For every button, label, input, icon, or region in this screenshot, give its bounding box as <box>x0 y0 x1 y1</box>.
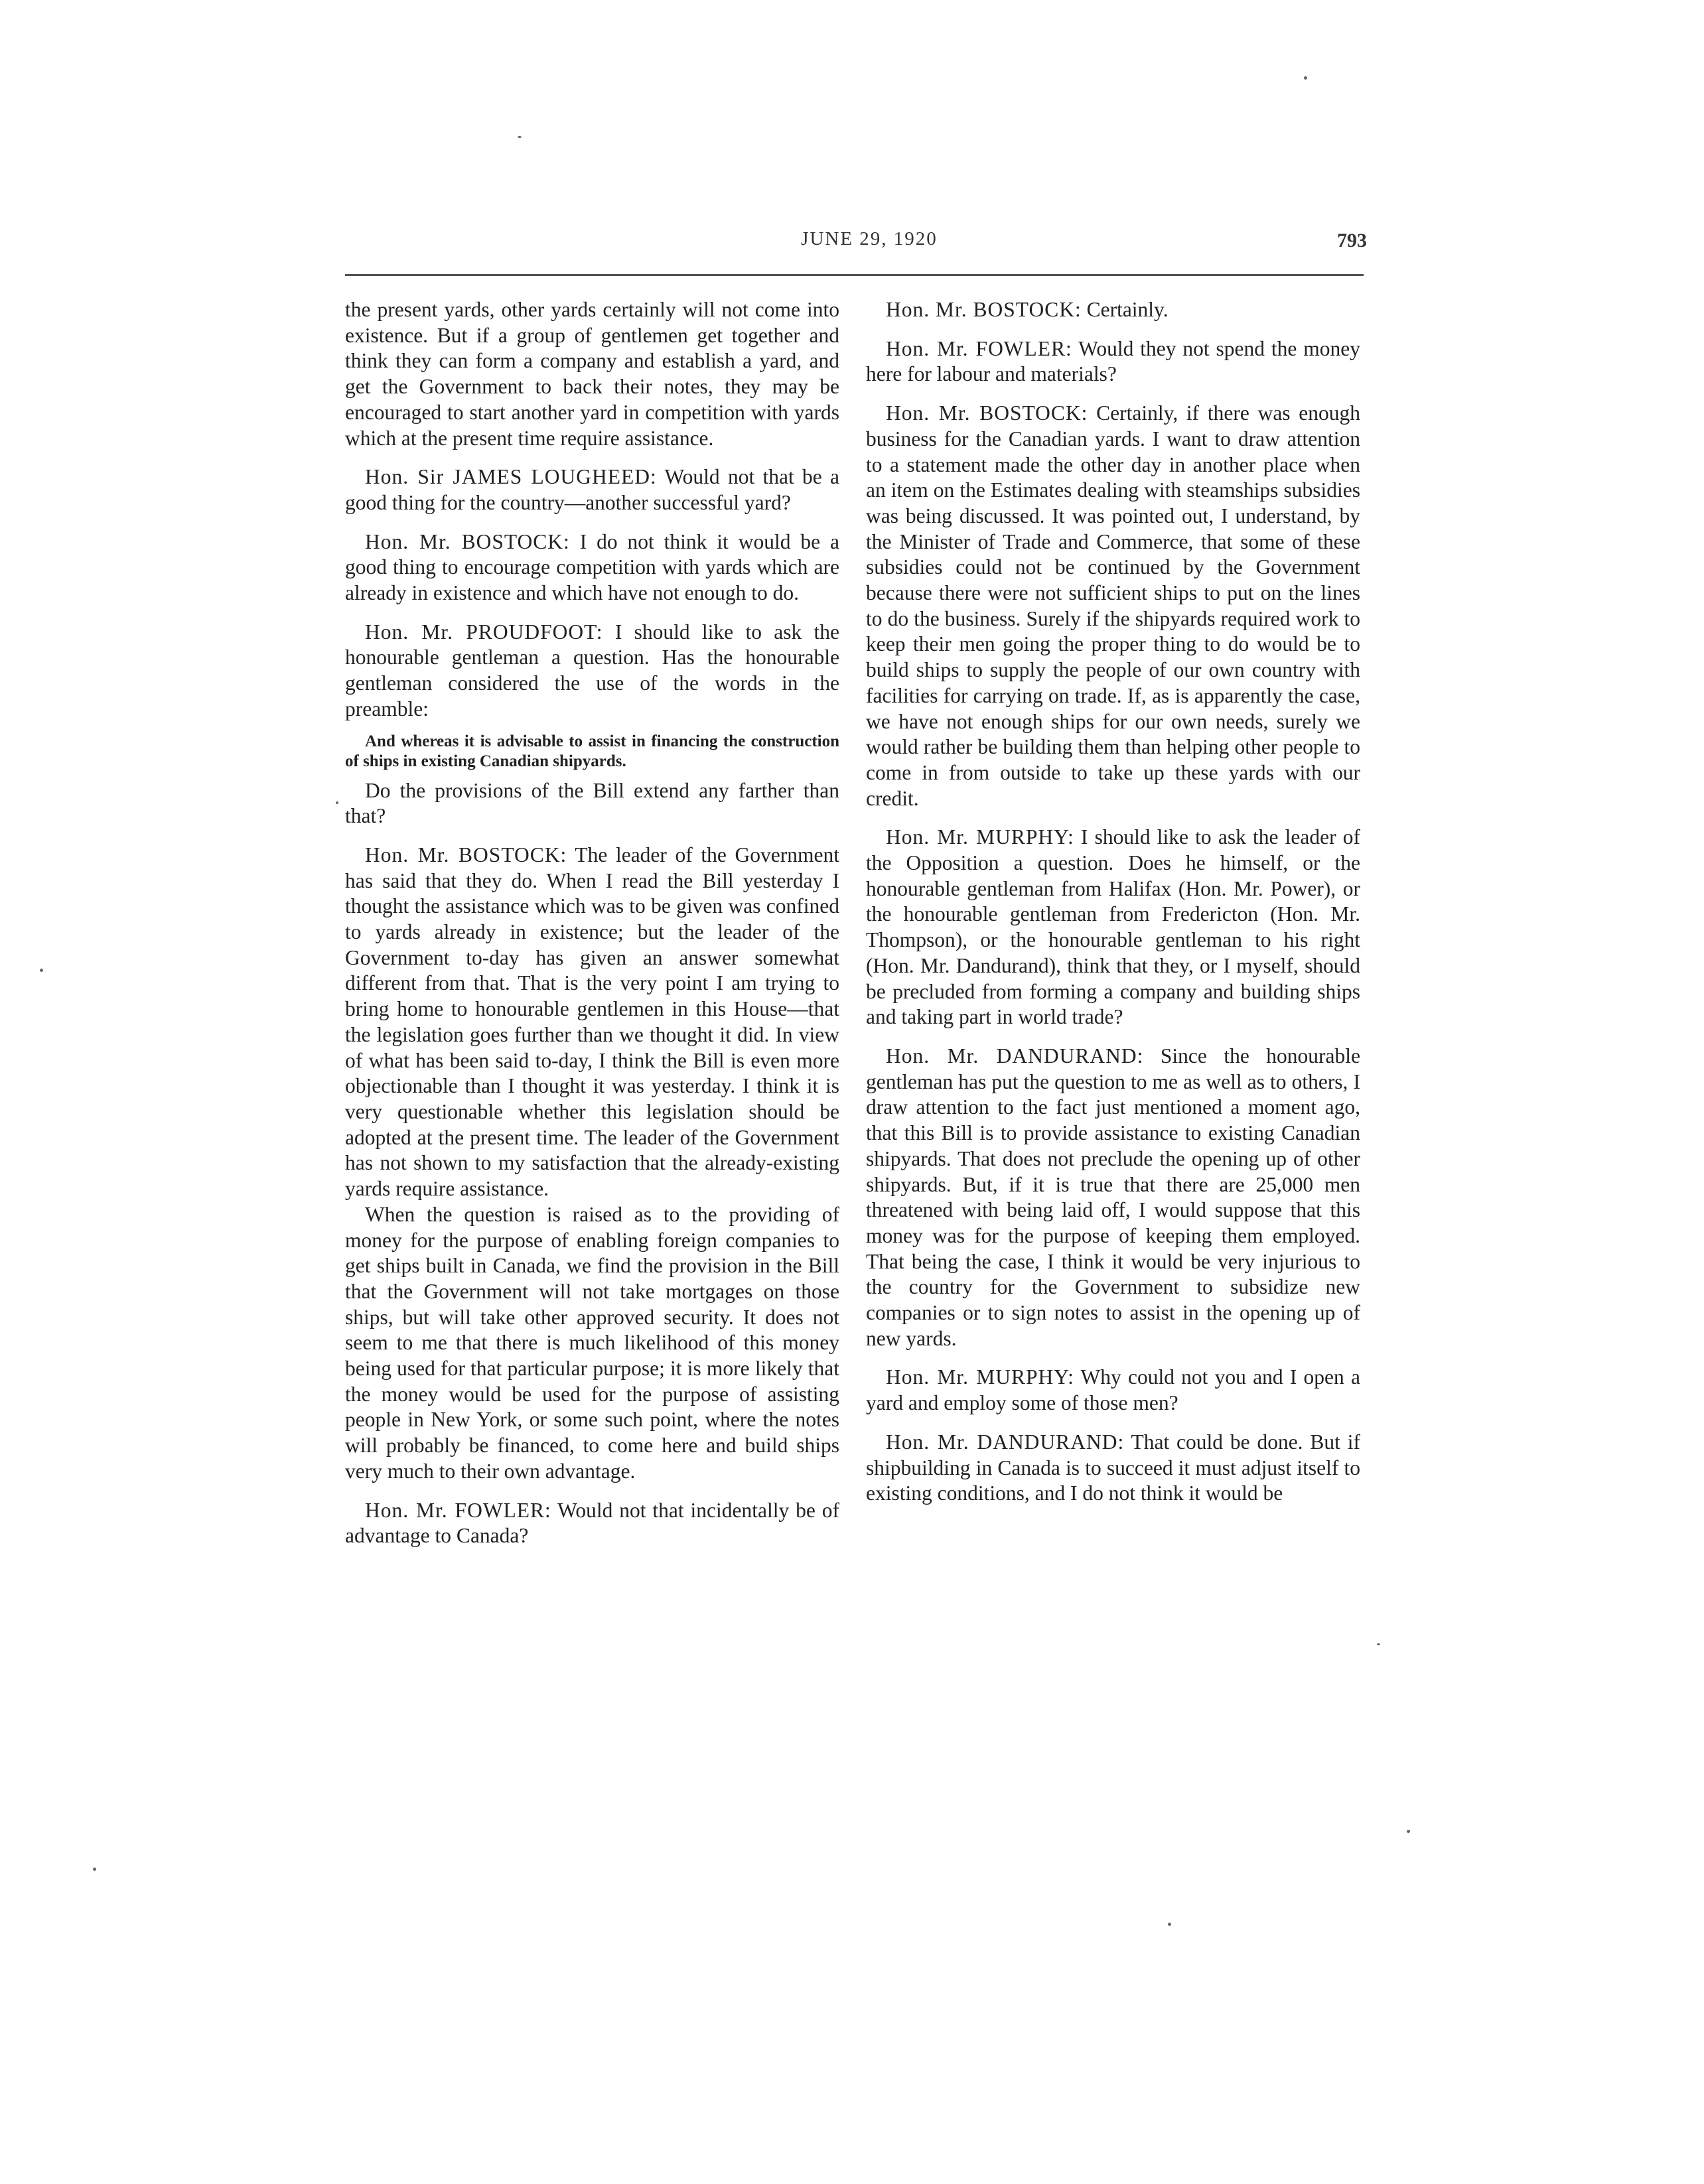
speech-text: The leader of the Government has said that they do. When I read the Bill yesterday I thought the assistance which was to be given was confined to yards already in existence; but the leader of the Government to-day has given an answer somewhat different from that. That is the very point I am trying to bring home to honourable gentlemen in this House—that the legislation goes further than we thought it did. In view of what has been said to-day, I think the Bill is even more objectionable than I thought it was yesterday. I think it is very questionable whether this legislation should be adopted at the present time. The leader of the Government has not shown to my satisfaction that the already-existing yards require assistance. <box>345 843 839 1201</box>
scan-speck <box>40 969 43 972</box>
speech-paragraph <box>345 464 839 515</box>
preamble-quote: And whereas it is advisable to assist in financing the construction of ships in existing Canadian shipyards. <box>345 732 839 770</box>
speaker-name: Hon. Mr. DANDURAND: <box>886 1044 1144 1067</box>
speech-text: Certainly, if there was enough business for the Canadian yards. I want to draw attention to a statement made the other day in another place when an item on the Estimates dealing with steamships subsidies was being discussed. It was pointed out, I understand, by the Minister of Trade and Commerce, that some of these subsidies could not be continued by the Government because there were not sufficient ships to put on the lines to do the business. Surely if the shipyards required work to keep their men going the proper thing to do would be to build ships to supply the people of our own country with facilities for carrying on trade. If, as is apparently the case, we have not enough ships for our own needs, surely we would rather be building them than helping other people to come in from outside to take up these yards with our credit. <box>866 401 1361 810</box>
speech-paragraph <box>345 529 839 606</box>
speech-paragraph <box>345 843 839 1202</box>
scan-speck <box>1407 1830 1410 1833</box>
speaker-name: Hon. Mr. BOSTOCK: <box>365 529 570 553</box>
speech-paragraph <box>866 1044 1360 1351</box>
scan-speck <box>1168 1923 1171 1926</box>
speech-paragraph <box>866 825 1360 1030</box>
speech-paragraph <box>866 401 1360 811</box>
paragraph: When the question is raised as to the providing of money for the purpose of enabling foreign companies to get ships built in Canada, we find the provision in the Bill that the Government will not take mortgages on those ships, but will take other approved security. It does not seem to me that there is much likelihood of this money being used for that particular purpose; it is more likely that the money would be used for the purpose of assisting people in New York, or some such point, where the notes will probably be financed, to come here and build ships very much to their own advantage. <box>345 1202 839 1483</box>
speech-text: Would they not spend the money here for labour and materials? <box>866 336 1360 386</box>
speech-paragraph <box>866 336 1360 387</box>
speech-paragraph <box>345 620 839 722</box>
speaker-name: Hon. Mr. PROUDFOOT: <box>365 620 603 644</box>
left-column <box>345 297 839 1562</box>
page-number: 793 <box>1337 230 1367 251</box>
speaker-name: Hon. Mr. BOSTOCK: <box>886 401 1088 425</box>
speech-text: Would not that be a good thing for the country—another successful yard? <box>345 465 839 514</box>
speech-text: I should like to ask the honourable gentleman a question. Has the honourable gentleman considered the use of the words in the preamble: <box>345 620 839 720</box>
speech-text: Certainly. <box>1086 298 1169 321</box>
speaker-name: Hon. Mr. BOSTOCK: <box>886 298 1082 321</box>
speech-paragraph <box>866 1365 1360 1416</box>
scan-speck <box>1377 1643 1380 1645</box>
speech-paragraph <box>345 1498 839 1549</box>
scan-speck <box>93 1868 96 1871</box>
header-rule <box>345 274 1364 276</box>
speaker-name: Hon. Mr. FOWLER: <box>365 1498 551 1522</box>
right-column <box>866 297 1360 1520</box>
speaker-name: Hon. Mr. MURPHY: <box>886 1365 1074 1389</box>
speech-text: I do not think it would be a good thing to encourage competition with yards which are already in existence and which have not enough to do. <box>345 529 839 605</box>
speech-text: I should like to ask the leader of the Opposition a question. Does he himself, or the honourable gentleman from Halifax (Hon. Mr. Power), or the honourable gentleman from Fredericton (Hon. Mr. Thompson), or the honourable gentleman to his right (Hon. Mr. Dandurand), think that they, or I myself, should be precluded from forming a company and building ships and taking part in world trade? <box>866 825 1360 1029</box>
speech-text: Why could not you and I open a yard and employ some of those men? <box>866 1365 1360 1415</box>
scan-speck <box>1304 76 1307 80</box>
speech-paragraph <box>866 1430 1360 1507</box>
header-date: JUNE 29, 1920 <box>801 228 938 249</box>
speech-text: Would not that incidentally be of advantage to Canada? <box>345 1498 839 1548</box>
paragraph: the present yards, other yards certainly will not come into existence. But if a group of gentlemen get together and think they can form a company and establish a yard, and get the Government to back their notes, they may be encouraged to start another yard in competition with yards which at the present time require assistance. <box>345 298 839 450</box>
speaker-name: Hon. Sir JAMES LOUGHEED: <box>365 465 657 489</box>
paragraph: Do the provisions of the Bill extend any farther than that? <box>345 778 839 828</box>
speaker-name: Hon. Mr. MURPHY: <box>886 825 1074 849</box>
speech-paragraph <box>866 297 1360 323</box>
speaker-name: Hon. Mr. BOSTOCK: <box>365 843 567 866</box>
speaker-name: Hon. Mr. FOWLER: <box>886 336 1072 360</box>
scan-speck <box>336 801 338 804</box>
speaker-name: Hon. Mr. DANDURAND: <box>886 1430 1125 1454</box>
speech-text: Since the honourable gentleman has put the question to me as well as to others, I draw attention to the fact just mentioned a moment ago, that this Bill is to provide assistance to existing Canadian shipyards. That does not preclude the opening up of other shipyards. But, if it is true that there are 25,000 men threatened with being laid off, I would suppose that this money was for the purpose of keeping them employed. That being the case, I think it would be very injurious to the country for the Government to subsidize new companies or to sign notes to assist in the opening up of new yards. <box>866 1044 1361 1350</box>
scan-speck <box>518 136 522 138</box>
speech-text: That could be done. But if shipbuilding in Canada is to succeed it must adjust itself to existing conditions, and I do not think it would be <box>866 1430 1360 1505</box>
